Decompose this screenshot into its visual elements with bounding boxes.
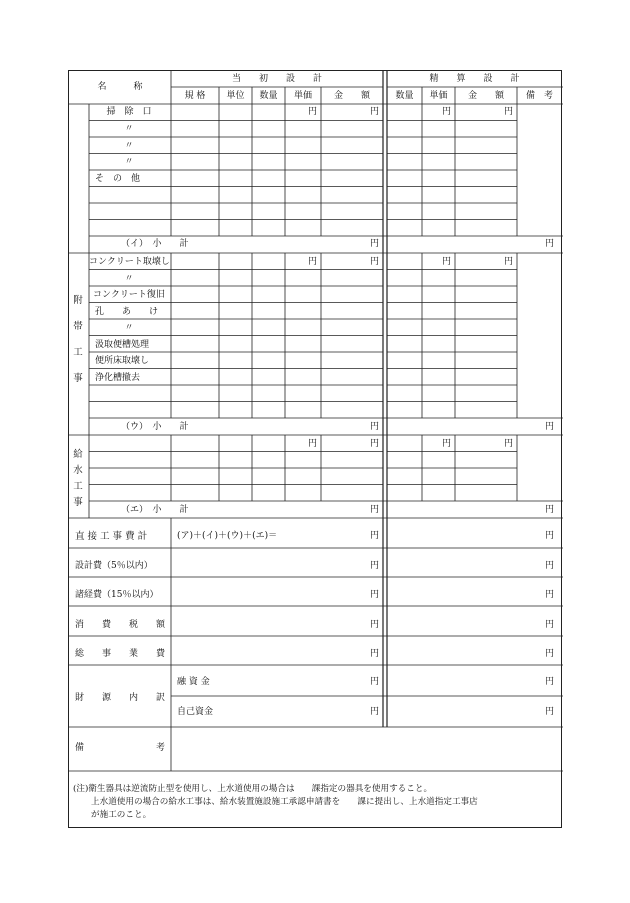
final-amount-yen: 円 — [503, 257, 513, 267]
loan-label: 融 資 金 — [177, 677, 210, 687]
amount-yen: 円 — [369, 257, 379, 267]
item-ditto: 〃 — [124, 323, 134, 333]
direct-yen: 円 — [369, 531, 379, 541]
remarks-label: 備 考 — [75, 743, 166, 753]
label-char: 給 — [73, 449, 83, 460]
subtotal-i-final-yen: 円 — [544, 239, 554, 249]
tax-yen: 円 — [369, 620, 379, 630]
own-yen: 円 — [369, 707, 379, 717]
header-name: 名 称 — [97, 82, 143, 92]
final-amount-yen: 円 — [503, 439, 513, 449]
subtotal-i-yen: 円 — [369, 239, 379, 249]
tax-label: 消 費 税 額 — [75, 620, 166, 630]
total-final-yen: 円 — [544, 649, 554, 659]
subtotal-u: （ウ） 小 計 — [121, 422, 189, 432]
amount-yen: 円 — [369, 107, 379, 117]
item-concrete-restoration: コンクリート復旧 — [93, 290, 165, 300]
item-concrete-removal: コンクリート取壊し — [89, 257, 170, 267]
item-cleanout: 掃 除 口 — [106, 107, 152, 117]
misc-final-yen: 円 — [544, 590, 554, 600]
col-final-amount: 金 額 — [467, 91, 504, 101]
note-line-2: 上水道使用の場合の給水工事は、給水装置施設施工承認申請書を 課に提出し、上水道指定工事店 — [91, 797, 478, 807]
col-qty: 数量 — [259, 91, 278, 101]
final-unit-price-yen: 円 — [441, 107, 451, 117]
total-yen: 円 — [369, 649, 379, 659]
label-char: 帯 — [73, 321, 83, 332]
subtotal-e-yen: 円 — [369, 505, 379, 515]
section-label-water — [72, 447, 84, 511]
own-final-yen: 円 — [544, 707, 554, 717]
col-final-unit-price: 単価 — [429, 91, 448, 101]
own-funds-label: 自己資金 — [177, 707, 214, 717]
col-spec: 規 格 — [184, 91, 206, 101]
item-ditto: 〃 — [124, 274, 134, 284]
col-unit-price: 単価 — [293, 91, 312, 101]
item-septic-removal: 浄化槽撤去 — [95, 373, 141, 383]
col-final-qty: 数量 — [395, 91, 414, 101]
note-line-3: が施工のこと。 — [91, 810, 152, 820]
final-amount-yen: 円 — [503, 107, 513, 117]
final-unit-price-yen: 円 — [441, 257, 451, 267]
label-char: 工 — [73, 481, 83, 492]
unit-price-yen: 円 — [307, 107, 317, 117]
amount-yen: 円 — [369, 439, 379, 449]
label-char: 事 — [73, 373, 83, 384]
label-char: 附 — [73, 295, 83, 306]
label-char: 工 — [73, 347, 83, 358]
header-initial-design: 当 初 設 計 — [231, 74, 322, 84]
item-ditto: 〃 — [124, 141, 134, 151]
subtotal-u-yen: 円 — [369, 422, 379, 432]
item-ditto: 〃 — [124, 124, 134, 134]
subtotal-e: （エ） 小 計 — [121, 505, 189, 515]
loan-final-yen: 円 — [544, 677, 554, 687]
subtotal-e-final-yen: 円 — [544, 505, 554, 515]
misc-yen: 円 — [369, 590, 379, 600]
item-drilling: 孔 あ け — [95, 307, 159, 317]
col-amount: 金 額 — [333, 91, 370, 101]
funding-label: 財 源 内 訳 — [75, 693, 166, 703]
estimate-form — [68, 70, 562, 828]
label-char: 水 — [73, 465, 83, 476]
misc-cost-label: 諸経費（15％以内） — [75, 590, 159, 600]
header-final-design: 精 算 設 計 — [429, 74, 520, 84]
item-pit-disposal: 汲取便槽処理 — [95, 340, 150, 350]
loan-yen: 円 — [369, 677, 379, 687]
direct-final-yen: 円 — [544, 531, 554, 541]
col-unit: 単位 — [226, 91, 245, 101]
subtotal-u-final-yen: 円 — [544, 422, 554, 432]
design-final-yen: 円 — [544, 561, 554, 571]
col-remarks: 備 考 — [525, 91, 553, 101]
label-char: 事 — [73, 497, 83, 508]
item-ditto: 〃 — [124, 157, 134, 167]
unit-price-yen: 円 — [307, 257, 317, 267]
design-yen: 円 — [369, 561, 379, 571]
subtotal-i: （イ） 小 計 — [121, 239, 189, 249]
section-label-ancillary — [72, 293, 84, 387]
unit-price-yen: 円 — [307, 439, 317, 449]
item-other: そ の 他 — [95, 174, 141, 184]
direct-cost-formula: (ア)＋(イ)＋(ウ)＋(エ)＝ — [177, 531, 278, 541]
item-toilet-floor-removal: 便所床取壊し — [95, 356, 150, 366]
tax-final-yen: 円 — [544, 620, 554, 630]
final-unit-price-yen: 円 — [441, 439, 451, 449]
total-label: 総 事 業 費 — [75, 649, 166, 659]
note-line-1: (注)衛生器具は逆流防止型を使用し、上水道使用の場合は 課指定の器具を使用すること。 — [73, 784, 433, 794]
design-fee-label: 設計費（5％以内） — [75, 561, 153, 571]
direct-cost-label: 直 接 工 事 費 計 — [75, 531, 148, 542]
